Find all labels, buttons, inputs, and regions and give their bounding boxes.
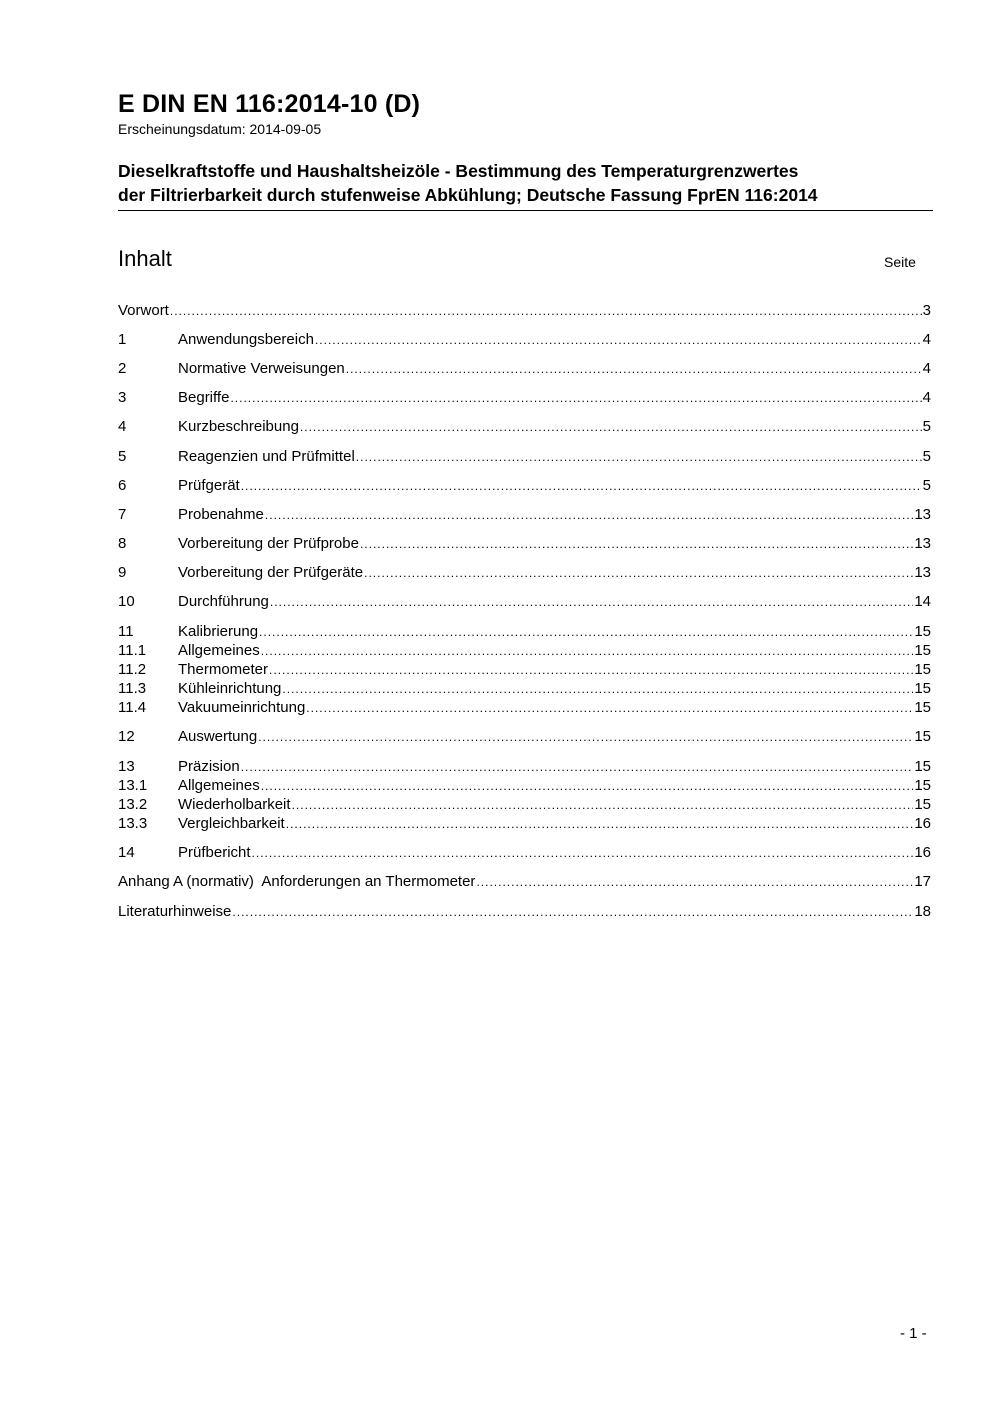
toc-entry-3[interactable] [118,389,931,407]
toc-entry-number: 11.2 [118,661,147,678]
toc-entry-page: 5 [922,477,931,494]
document-subtitle [118,159,933,211]
toc-entry-10[interactable] [118,593,931,611]
toc-entry-page: 5 [922,448,931,465]
toc-entry-label: Kühleinrichtung [178,680,282,697]
toc-entry-page: 13 [914,564,931,581]
document-title: E DIN EN 116:2014-10 (D) [118,90,421,118]
toc-entry-page: 13 [914,506,931,523]
toc-leader-dots [232,903,913,921]
toc-entry-number: 12 [118,728,135,745]
toc-entry-label: Allgemeines [178,777,260,794]
toc-entry-number: 6 [118,477,127,494]
toc-page-column-label: Seite [884,254,916,270]
toc-entry-page: 4 [922,331,931,348]
publication-date: Erscheinungsdatum: 2014-09-05 [118,121,322,137]
toc-entry-12[interactable] [118,728,931,746]
toc-entry-page: 15 [914,642,931,659]
toc-entry-11[interactable] [118,623,931,641]
toc-leader-dots [360,535,913,553]
toc-entry-label: Reagenzien und Prüfmittel [178,448,355,465]
toc-entry-11-3[interactable] [118,680,931,698]
toc-entry-page: 14 [914,593,931,610]
toc-entry-1[interactable] [118,331,931,349]
toc-entry-number: 11.4 [118,699,147,716]
toc-entry-11-2[interactable] [118,661,931,679]
toc-entry-label: Probenahme [178,506,264,523]
toc-leader-dots [261,642,914,660]
toc-entry-label: Thermometer [178,661,269,678]
toc-entry-13-3[interactable] [118,815,931,833]
toc-leader-dots [252,844,914,862]
toc-entry-label: Literaturhinweise [118,903,232,920]
toc-entry-page: 16 [914,815,931,832]
toc-entry-number: 11.1 [118,642,147,659]
toc-entry-label: Wiederholbarkeit [178,796,291,813]
toc-leader-dots [286,815,914,833]
toc-leader-dots [270,593,913,611]
toc-entry-6[interactable] [118,477,931,495]
toc-entry-page: 15 [914,728,931,745]
toc-entry-number: 1 [118,331,127,348]
toc-leader-dots [241,477,922,495]
toc-entry-label: Vakuumeinrichtung [178,699,306,716]
toc-entry-page: 15 [914,699,931,716]
toc-entry-page: 4 [922,360,931,377]
toc-leader-dots [292,796,914,814]
toc-entry-label: Normative Verweisungen [178,360,345,377]
toc-entry-label: Auswertung [178,728,258,745]
toc-entry-label: Prüfgerät [178,477,240,494]
toc-entry-page: 15 [914,777,931,794]
toc-entry-9[interactable] [118,564,931,582]
page-number: - 1 - [900,1325,927,1342]
toc-entry-page: 15 [914,758,931,775]
toc-entry-label: Präzision [178,758,240,775]
toc-entry-page: 5 [922,418,931,435]
toc-entry-page: 18 [914,903,931,920]
toc-entry-4[interactable] [118,418,931,436]
toc-entry-label: Vorwort [118,302,169,319]
toc-entry-label: Durchführung [178,593,269,610]
toc-entry-2[interactable] [118,360,931,378]
toc-entry-label: Vorbereitung der Prüfprobe [178,535,359,552]
toc-entry-11-1[interactable] [118,642,931,660]
toc-entry-number: 13.2 [118,796,148,813]
toc-leader-dots [364,564,913,582]
toc-entry-number: 3 [118,389,127,406]
toc-leader-dots [306,699,913,717]
toc-entry-page: 3 [922,302,931,319]
toc-leader-dots [258,728,913,746]
toc-entry-11-4[interactable] [118,699,931,717]
toc-leader-dots [315,331,922,349]
toc-leader-dots [269,661,913,679]
toc-entry-number: 5 [118,448,127,465]
toc-heading: Inhalt [118,246,172,271]
toc-entry-number: 11.3 [118,680,147,697]
toc-entry-page: 15 [914,680,931,697]
toc-entry-label: Vorbereitung der Prüfgeräte [178,564,364,581]
toc-entry-number: 14 [118,844,135,861]
toc-entry-number: 9 [118,564,127,581]
subtitle-line-2: der Filtrierbarkeit durch stufenweise Abkühlung; Deutsche Fassung FprEN 116:2014 [118,185,818,205]
toc-entry-label: Anwendungsbereich [178,331,314,348]
toc-entry-label: Kurzbeschreibung [178,418,299,435]
toc-leader-dots [259,623,913,641]
toc-leader-dots [300,418,922,436]
toc-entry-page: 15 [914,661,931,678]
toc-entry-page: 4 [922,389,931,406]
toc-entry-label: Prüfbericht [178,844,251,861]
toc-leader-dots [261,777,914,795]
toc-entry-number: 8 [118,535,127,552]
toc-leader-dots [476,873,913,891]
toc-entry-page: 15 [914,623,931,640]
toc-entry-number: 2 [118,360,127,377]
toc-entry-vorwort[interactable] [118,302,931,320]
toc-entry-annex-a[interactable] [118,873,931,891]
toc-leader-dots [346,360,922,378]
toc-entry-number: 11 [118,623,134,640]
toc-entry-7[interactable] [118,506,931,524]
toc-entry-13-1[interactable] [118,777,931,795]
toc-entry-14[interactable] [118,844,931,862]
toc-entry-page: 17 [914,873,931,890]
toc-leader-dots [241,758,914,776]
toc-leader-dots [170,302,922,320]
toc-entry-8[interactable] [118,535,931,553]
toc-entry-label: Begriffe [178,389,230,406]
toc-entry-number: 13.3 [118,815,148,832]
toc-entry-page: 13 [914,535,931,552]
subtitle-line-1: Dieselkraftstoffe und Haushaltsheizöle - Bestimmung des Temperaturgrenzwertes [118,161,799,181]
toc-entry-page: 16 [914,844,931,861]
toc-entry-13[interactable] [118,758,931,776]
toc-entry-page: 15 [914,796,931,813]
toc-entry-number: 13.1 [118,777,148,794]
toc-entry-13-2[interactable] [118,796,931,814]
toc-entry-number: 10 [118,593,135,610]
toc-entry-label: Kalibrierung [178,623,259,640]
toc-leader-dots [230,389,921,407]
toc-leader-dots [282,680,913,698]
toc-entry-label: Allgemeines [178,642,260,659]
toc-entry-5[interactable] [118,448,931,466]
toc-entry-number: 7 [118,506,127,523]
toc-entry-number: 13 [118,758,135,775]
toc-entry-label: Anhang A (normativ) Anforderungen an Thermometer [118,873,476,890]
toc-entry-label: Vergleichbarkeit [178,815,285,832]
toc-entry-bibliography[interactable] [118,903,931,921]
toc-entry-number: 4 [118,418,127,435]
toc-leader-dots [265,506,913,524]
toc-leader-dots [356,448,922,466]
